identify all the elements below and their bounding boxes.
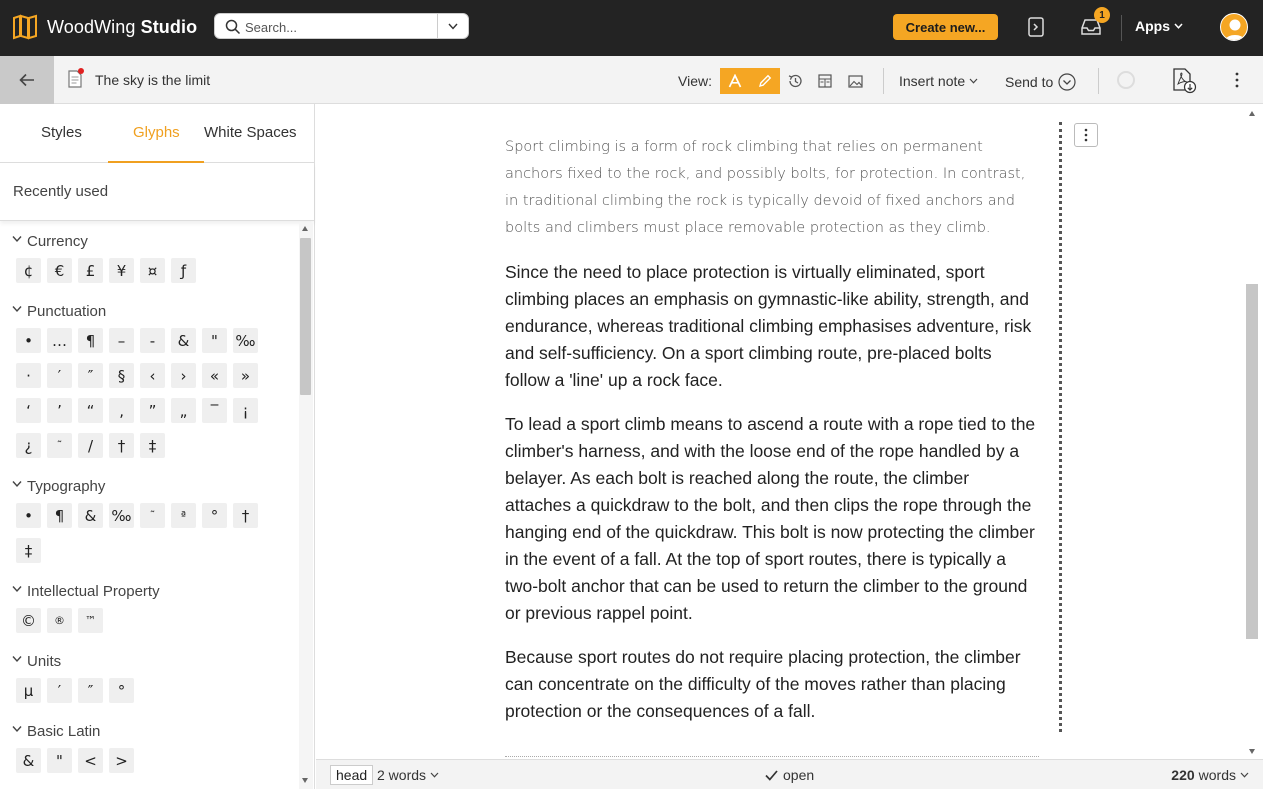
glyph-row [16,328,258,353]
edit-view-button[interactable] [750,68,780,94]
glyph-section [12,477,258,563]
tab-styles[interactable]: Styles [41,124,82,141]
glyph-section-title: Typography [27,477,106,495]
column-boundary [1059,122,1062,732]
document-status-label: open [783,767,815,783]
glyph-button[interactable]: ¿ [16,433,41,458]
search-input[interactable] [245,18,435,36]
glyph-section-title: Currency [27,232,88,250]
document-toolbar [0,56,1263,104]
create-new-button[interactable]: Create new... [893,14,998,40]
image-icon [848,75,863,88]
inbox-count-badge: 1 [1094,7,1110,23]
glyph-button[interactable]: £ [78,258,103,283]
glyph-section-header[interactable] [12,722,134,740]
glyph-button[interactable]: & [78,503,103,528]
glyph-button[interactable]: · [16,363,41,388]
insert-note-label: Insert note [899,73,966,89]
glyph-button[interactable]: & [16,748,41,773]
glyph-row [16,608,160,633]
history-view-button[interactable] [780,68,810,94]
glyph-section-header[interactable] [12,652,134,670]
glyph-sections-list [0,223,314,789]
user-icon [1221,14,1248,41]
divider [883,68,884,94]
glyph-row [16,538,258,563]
glyph-button[interactable]: » [233,363,258,388]
glyph-button[interactable]: - [140,328,165,353]
pencil-icon [758,74,772,88]
layout-icon [818,74,832,88]
paragraph-style-tag[interactable]: head [330,765,373,785]
recently-used-section [0,163,314,221]
article-editor[interactable] [316,104,1263,759]
glyph-section-header[interactable] [12,232,196,250]
top-bar [0,0,1263,56]
checkmark-icon [765,770,778,781]
glyph-button[interactable]: ¥ [109,258,134,283]
unsaved-indicator [78,68,84,74]
chevron-down-icon [430,772,439,778]
glyph-button[interactable]: ″ [78,363,103,388]
glyph-button[interactable]: ’ [47,398,72,423]
pdf-download-icon[interactable] [1171,68,1197,94]
scrollbar-thumb[interactable] [300,238,311,395]
apps-label: Apps [1135,18,1170,34]
chevron-down-icon [969,78,978,84]
chevron-down-icon [12,305,22,313]
export-icon [1028,17,1044,37]
glyph-button[interactable]: ” [140,398,165,423]
glyph-button[interactable]: ′ [47,678,72,703]
total-word-count-number: 220 [1171,767,1195,783]
more-vertical-icon [1084,128,1088,142]
glyph-button[interactable]: ™ [78,608,103,633]
glyph-section-header[interactable] [12,477,258,495]
scrollbar-thumb[interactable] [1246,284,1258,639]
glyph-button[interactable]: > [109,748,134,773]
status-bar [316,759,1263,789]
glyph-row [16,678,134,703]
glyph-button[interactable]: ° [109,678,134,703]
glyph-button[interactable]: § [109,363,134,388]
document-status [765,767,814,783]
glyph-button[interactable]: › [171,363,196,388]
glyph-button[interactable]: ¤ [140,258,165,283]
search-scope-dropdown[interactable] [437,14,468,38]
body-paragraph[interactable]: To lead a sport climb means to ascend a route with a rope tied to the climber's harness, and with the loose end of the rope handled by a belayer. As each bolt is reached along the route, the climber attaches a quickdraw to the bolt, and then clips the rope through the hanging end of the quickdraw. This bolt is now protecting the climber in the event of a fall. At the top of sport routes, there is typically a two-bolt anchor that can be used to return the climber to the ground or previous rappel point. [505,414,1036,623]
glyph-section-header[interactable] [12,582,160,600]
glyph-button[interactable]: ‰ [233,328,258,353]
recently-used-label: Recently used [13,183,109,200]
glyph-button[interactable]: – [109,328,134,353]
glyph-button[interactable]: µ [16,678,41,703]
glyph-row [16,258,196,283]
glyph-button[interactable]: ‾ [202,398,227,423]
chevron-down-icon [12,480,22,488]
glyph-button[interactable]: / [78,433,103,458]
glyph-button[interactable]: “ [78,398,103,423]
sync-status-icon [1117,71,1135,89]
component-options-button[interactable] [1074,123,1098,147]
view-label: View: [678,73,712,89]
avatar[interactable] [1220,13,1248,41]
glyphs-panel [0,104,315,789]
glyph-button[interactable]: ¡ [233,398,258,423]
document-title: The sky is the limit [95,72,211,88]
component-divider [505,756,1039,758]
more-options-button[interactable] [1229,70,1245,90]
back-button[interactable] [0,56,54,104]
export-button[interactable] [1023,14,1049,40]
glyph-button[interactable]: © [16,608,41,633]
scroll-up-arrow[interactable] [1249,111,1255,116]
body-paragraph[interactable]: Since the need to place protection is virtually eliminated, sport climbing places an emphasis on gymnastic-like ability, strength, and endurance, whereas traditional climbing emphasises adventure, risk and self-sufficiency. On a sport climbing route, pre-placed bolts follow a 'line' up a rock face. [505,262,1032,390]
chevron-down-icon [448,23,458,30]
text-view-icon [728,74,742,88]
glyph-section [12,582,160,633]
text-view-button[interactable] [720,68,750,94]
intro-paragraph[interactable]: Sport climbing is a form of rock climbing that relies on permanent anchors fixed to the rock, and possibly bolts, for protection. In contrast, in traditional climbing the rock is typically devoid of fixed anchors and bolts and climbers must place removable protection as they climb. [505,139,1026,236]
glyph-button[interactable]: " [202,328,227,353]
glyph-section-title: Units [27,652,62,670]
glyph-section-header[interactable] [12,302,258,320]
app-name: WoodWing Studio [47,16,198,37]
glyph-button[interactable]: • [16,328,41,353]
view-mode-group [720,68,870,94]
apps-menu[interactable] [1135,18,1183,34]
scroll-up-arrow[interactable] [302,226,308,231]
send-to-label: Send to [1005,74,1054,90]
glyph-row [16,748,134,773]
history-icon [787,73,803,89]
glyph-button[interactable]: < [78,748,103,773]
chevron-down-icon [1240,772,1249,778]
glyph-button[interactable]: ¶ [78,328,103,353]
selection-word-count-label: 2 words [377,767,427,783]
total-word-count-label: words [1198,767,1236,783]
glyph-button[interactable]: ˜ [140,503,165,528]
glyph-section-title: Basic Latin [27,722,101,740]
glyph-button[interactable]: ‰ [109,503,134,528]
glyph-button[interactable]: ‡ [140,433,165,458]
glyph-button[interactable]: • [16,503,41,528]
tab-white-spaces[interactable]: White Spaces [204,124,297,141]
glyph-button[interactable]: † [109,433,134,458]
glyph-row [16,363,258,388]
glyph-section [12,302,258,458]
logo-icon [12,14,38,40]
glyph-button[interactable]: … [47,328,72,353]
search-icon [225,19,241,35]
scroll-down-arrow[interactable] [1249,749,1255,754]
glyph-button[interactable]: ′ [47,363,72,388]
chevron-down-icon [1174,23,1183,29]
glyph-button[interactable]: ƒ [171,258,196,283]
glyph-section-title: Punctuation [27,302,107,320]
tab-glyphs[interactable]: Glyphs [133,124,180,141]
glyph-section-title: Intellectual Property [27,582,160,600]
chevron-down-icon [12,585,22,593]
glyph-button[interactable]: † [233,503,258,528]
glyph-button[interactable]: ‘ [16,398,41,423]
panel-tabs [0,104,314,163]
glyph-button[interactable]: ° [202,503,227,528]
glyph-button[interactable]: ¶ [47,503,72,528]
chevron-down-icon [12,655,22,663]
glyph-button[interactable]: ˜ [47,433,72,458]
glyph-button[interactable]: ‹ [140,363,165,388]
body-paragraph[interactable]: Because sport routes do not require placing protection, the climber can concentrate on the difficulty of the moves rather than placing protection or the consequences of a fall. [505,647,1021,721]
send-to-menu[interactable] [1005,73,1076,91]
glyph-button[interactable]: ¢ [16,258,41,283]
chevron-circle-down-icon [1058,73,1076,91]
chevron-down-icon [12,235,22,243]
search-box [214,13,469,39]
glyph-button[interactable]: ‚ [109,398,134,423]
glyph-button[interactable]: „ [171,398,196,423]
image-view-button[interactable] [840,68,870,94]
glyph-row [16,433,258,458]
glyph-button[interactable]: ® [47,608,72,633]
glyph-section [12,722,134,773]
glyph-button[interactable]: « [202,363,227,388]
glyph-button[interactable]: € [47,258,72,283]
glyph-button[interactable]: & [171,328,196,353]
glyph-button[interactable]: ‡ [16,538,41,563]
insert-note-menu[interactable] [899,73,978,89]
glyph-row [16,503,258,528]
selection-word-count[interactable] [377,767,439,783]
glyph-section [12,232,196,283]
glyph-button[interactable]: " [47,748,72,773]
divider [1121,15,1122,41]
app-logo[interactable] [12,14,197,40]
article-body[interactable] [505,134,1039,725]
more-vertical-icon [1235,72,1239,88]
scroll-down-arrow[interactable] [302,778,308,783]
glyph-button[interactable]: ″ [78,678,103,703]
back-arrow-icon [19,73,35,87]
chevron-down-icon [12,725,22,733]
layout-view-button[interactable] [810,68,840,94]
glyph-button[interactable]: ª [171,503,196,528]
glyph-section [12,652,134,703]
total-word-count[interactable] [1171,767,1249,783]
divider [1098,68,1099,94]
glyph-row [16,398,258,423]
